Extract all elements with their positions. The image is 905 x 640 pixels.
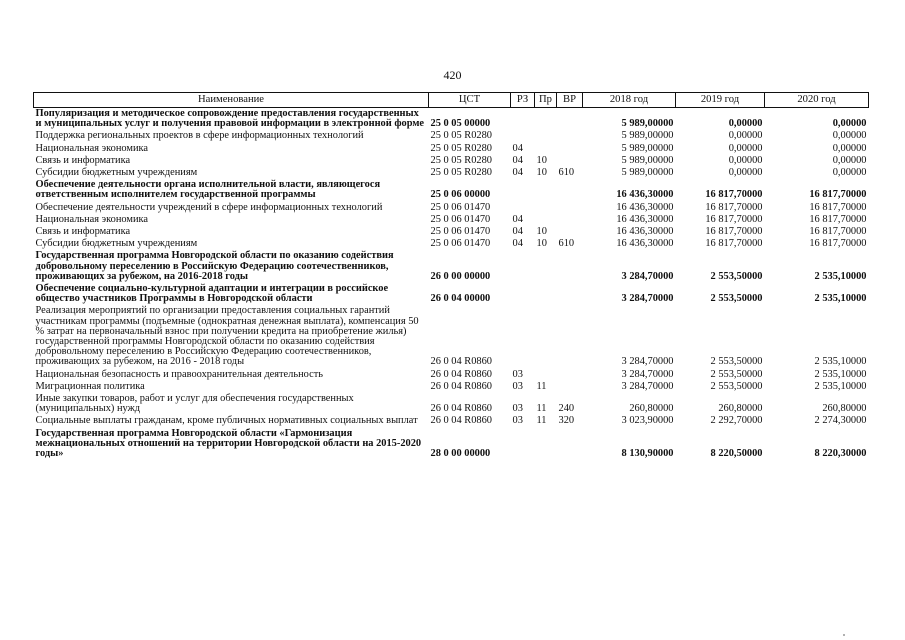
cell-name: Обеспечение социально-культурной адаптации и интеграции в российское общество участников Программы в Новгородской области [35,283,389,305]
table-header-row [34,93,869,108]
cell-y2019: 16 817,70000 [705,213,763,225]
cell-rz [511,305,535,368]
cell-pr [535,369,557,381]
cell-name: Связь и информатика [35,226,131,238]
cell-name: Субсидии бюджетным учреждениям [35,167,198,179]
cell-y2020: 0,00000 [832,130,867,142]
page-number: 420 [443,68,462,82]
cell-vr [557,369,583,381]
cell-name: Государственная программа Новгородской области «Гармонизация межнациональных отношений на территории Новгородской области на 2015-2020 годы» [35,427,422,460]
cell-y2020: 8 220,30000 [814,448,867,460]
cell-y2020: 2 535,10000 [814,380,867,392]
cell-pr: 11 [536,380,547,392]
cell-y2020: 16 817,70000 [809,238,867,250]
cell-vr: 610 [558,167,575,179]
cell-vr [557,214,583,226]
cell-cst: 26 0 04 R0860 [430,415,492,427]
cell-y2019: 2 553,50000 [710,293,763,305]
table-row [34,143,869,155]
cell-cst: 26 0 04 R0860 [430,380,492,392]
cell-name: Национальная экономика [35,213,149,225]
cell-y2018: 3 284,70000 [621,380,674,392]
cell-cst: 26 0 04 00000 [430,293,491,305]
cell-y2020: 0,00000 [832,142,867,154]
scan-dot [843,634,845,636]
table-row [34,369,869,381]
header-vr: ВР [557,93,583,108]
cell-name: Иные закупки товаров, работ и услуг для обеспечения государственных (муниципальных) нужд [35,393,354,415]
cell-pr [535,283,557,305]
cell-y2019: 0,00000 [728,142,763,154]
table-row [34,250,869,283]
cell-rz: 03 [512,368,523,380]
cell-vr [557,381,583,393]
cell-y2019: 8 220,50000 [710,448,763,460]
header-pr: Пр [535,93,557,108]
cell-vr: 240 [558,403,575,415]
cell-cst: 25 0 05 R0280 [430,154,492,166]
cell-name: Обеспечение деятельности органа исполнительной власти, являющегося ответственным исполнителем государственной программы [35,179,381,201]
cell-y2018: 3 284,70000 [621,293,674,305]
cell-rz: 04 [512,167,523,179]
cell-pr: 11 [536,403,547,415]
cell-vr [557,428,583,461]
cell-rz: 04 [512,142,523,154]
cell-y2018: 5 989,00000 [621,167,674,179]
header-rz: РЗ [511,93,535,108]
cell-y2018: 260,80000 [629,403,674,415]
cell-pr [535,305,557,368]
cell-rz [511,283,535,305]
cell-vr: 610 [558,238,575,250]
table-body [34,108,869,461]
cell-vr [557,130,583,142]
cell-pr [535,214,557,226]
cell-y2018: 16 436,30000 [616,226,674,238]
cell-cst: 25 0 05 R0280 [430,130,492,142]
cell-cst: 26 0 04 R0860 [430,356,492,368]
cell-y2019: 16 817,70000 [705,238,763,250]
cell-y2019: 0,00000 [728,118,763,130]
header-2020: 2020 год [765,93,869,108]
cell-y2020: 16 817,70000 [809,226,867,238]
budget-table [33,92,869,460]
cell-pr: 10 [536,238,547,250]
cell-y2019: 2 553,50000 [710,368,763,380]
cell-name: Национальная экономика [35,142,149,154]
table-row [34,167,869,179]
cell-rz [511,108,535,131]
cell-vr: 320 [558,415,575,427]
table-row [34,202,869,214]
cell-rz: 04 [512,226,523,238]
cell-y2019: 260,80000 [718,403,763,415]
cell-rz [511,179,535,201]
cell-rz: 04 [512,213,523,225]
table-row [34,283,869,305]
cell-cst: 25 0 06 01470 [430,226,491,238]
cell-name: Популяризация и методическое сопровождение предоставления государственных и муниципальных услуг и получения правовой информации в электронной форме [35,108,425,130]
cell-vr [557,155,583,167]
cell-rz: 03 [512,380,523,392]
cell-pr [535,250,557,283]
cell-y2020: 2 535,10000 [814,270,867,282]
cell-vr [557,202,583,214]
cell-y2018: 5 989,00000 [621,130,674,142]
cell-y2018: 5 989,00000 [621,118,674,130]
cell-cst: 28 0 00 00000 [430,448,491,460]
cell-y2019: 16 817,70000 [705,226,763,238]
cell-y2018: 5 989,00000 [621,142,674,154]
cell-pr [535,428,557,461]
cell-y2020: 2 535,10000 [814,356,867,368]
cell-y2018: 3 284,70000 [621,270,674,282]
cell-cst: 25 0 05 R0280 [430,167,492,179]
cell-name: Государственная программа Новгородской области по оказанию содействия добровольному переселению в Российскую Федерацию соотечественников, проживающих за рубежом, на 2016-2018 годы [35,250,394,282]
cell-y2018: 3 023,90000 [621,415,674,427]
cell-pr [535,202,557,214]
cell-y2020: 260,80000 [822,403,867,415]
cell-y2020: 2 535,10000 [814,368,867,380]
cell-rz [511,428,535,461]
cell-y2018: 16 436,30000 [616,213,674,225]
cell-y2019: 16 817,70000 [705,189,763,201]
cell-y2019: 2 292,70000 [710,415,763,427]
cell-y2019: 0,00000 [728,130,763,142]
cell-cst: 25 0 06 01470 [430,213,491,225]
cell-y2020: 2 535,10000 [814,293,867,305]
cell-cst: 26 0 04 R0860 [430,403,492,415]
cell-pr: 10 [536,167,547,179]
table-row [34,428,869,461]
cell-name: Субсидии бюджетным учреждениям [35,238,198,250]
cell-pr: 11 [536,415,547,427]
cell-pr [535,108,557,131]
table-row [34,226,869,238]
cell-y2020: 16 817,70000 [809,213,867,225]
table-row [34,179,869,201]
cell-vr [557,305,583,368]
cell-vr [557,283,583,305]
cell-y2019: 2 553,50000 [710,270,763,282]
cell-rz [511,202,535,214]
header-name: Наименование [34,93,429,108]
cell-y2018: 16 436,30000 [616,201,674,213]
cell-cst: 26 0 04 R0860 [430,368,492,380]
cell-rz: 04 [512,154,523,166]
cell-y2018: 8 130,90000 [621,448,674,460]
cell-y2019: 0,00000 [728,154,763,166]
cell-cst: 25 0 05 R0280 [430,142,492,154]
table-row [34,214,869,226]
cell-vr [557,226,583,238]
cell-name: Поддержка региональных проектов в сфере информационных технологий [35,130,364,142]
cell-y2020: 0,00000 [832,167,867,179]
cell-pr: 10 [536,154,547,166]
table-row [34,108,869,131]
table-row [34,130,869,142]
header-cst: ЦСТ [429,93,511,108]
cell-cst: 25 0 05 00000 [430,118,491,130]
table-row [34,415,869,427]
cell-vr [557,108,583,131]
table-row [34,238,869,250]
cell-cst: 25 0 06 00000 [430,189,491,201]
cell-pr [535,143,557,155]
cell-y2019: 2 553,50000 [710,380,763,392]
cell-y2019: 16 817,70000 [705,201,763,213]
cell-vr [557,179,583,201]
cell-y2018: 16 436,30000 [616,238,674,250]
cell-rz: 04 [512,238,523,250]
header-2018: 2018 год [583,93,676,108]
cell-y2019: 0,00000 [728,167,763,179]
cell-y2018: 3 284,70000 [621,368,674,380]
cell-y2018: 5 989,00000 [621,154,674,166]
table-row [34,155,869,167]
cell-name: Реализация мероприятий по организации предоставления социальных гарантий участникам программы (подъемные (однократная денежная выплата), компенсация 50 % затрат на первоначальный взнос при получении кредита на приобретение жилья) государственной программы Новгородской области по оказанию содействия добровольному переселению в Российскую Федерацию соотечественников, проживающих за рубежом, на 2016 - 2018 годы [35,305,419,368]
cell-y2020: 0,00000 [832,154,867,166]
cell-y2020: 16 817,70000 [809,189,867,201]
table-row [34,393,869,415]
table-row [34,381,869,393]
cell-rz [511,130,535,142]
cell-name: Национальная безопасность и правоохранительная деятельность [35,368,323,380]
cell-cst: 25 0 06 01470 [430,201,491,213]
cell-cst: 26 0 00 00000 [430,270,491,282]
cell-name: Миграционная политика [35,380,145,392]
cell-y2018: 16 436,30000 [616,189,674,201]
cell-name: Связь и информатика [35,154,131,166]
cell-pr [535,130,557,142]
header-2019: 2019 год [676,93,765,108]
cell-pr [535,179,557,201]
cell-rz: 03 [512,403,523,415]
cell-y2020: 0,00000 [832,118,867,130]
cell-rz: 03 [512,415,523,427]
cell-name: Социальные выплаты гражданам, кроме публичных нормативных социальных выплат [35,415,418,427]
cell-y2020: 16 817,70000 [809,201,867,213]
cell-rz [511,250,535,283]
table-row [34,305,869,368]
cell-y2020: 2 274,30000 [814,415,867,427]
cell-y2018: 3 284,70000 [621,356,674,368]
cell-y2019: 2 553,50000 [710,356,763,368]
cell-vr [557,143,583,155]
cell-cst: 25 0 06 01470 [430,238,491,250]
cell-vr [557,250,583,283]
cell-name: Обеспечение деятельности учреждений в сфере информационных технологий [35,201,383,213]
cell-pr: 10 [536,226,547,238]
